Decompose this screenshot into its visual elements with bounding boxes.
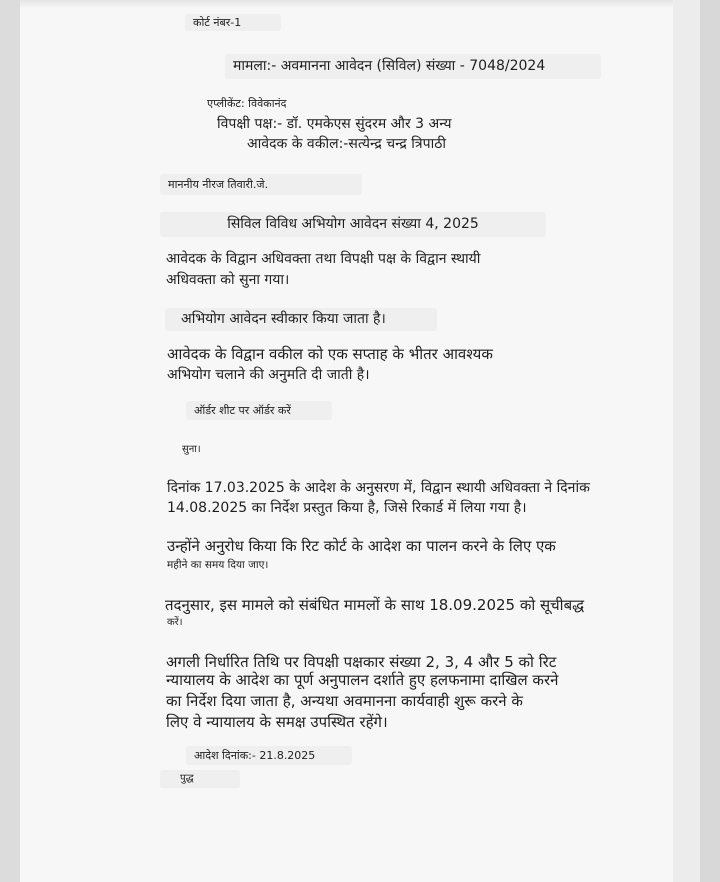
paragraph-line: 14.08.2025 का निर्देश प्रस्तुत किया है, जिसे रिकार्ड में लिया गया है। (167, 500, 527, 516)
page-margin-strip (673, 0, 700, 882)
applicant-line: एप्लीकेंट: विवेकानंद (207, 97, 287, 110)
heard-note: सुना। (182, 444, 201, 455)
opposite-party-line: विपक्षी पक्ष:- डॉ. एमकेएस सुंदरम और 3 अन्य (217, 116, 452, 132)
case-title: मामला:- अवमानना आवेदन (सिविल) संख्या - 7048/2024 (225, 54, 601, 79)
order-date: आदेश दिनांक:- 21.8.2025 (186, 746, 352, 765)
paragraph-line: महीने का समय दिया जाए। (167, 559, 269, 571)
paragraph-line: अगली निर्धारित तिथि पर विपक्षी पक्षकार संख्या 2, 3, 4 और 5 को रिट (166, 653, 557, 671)
application-title: सिविल विविध अभियोग आवेदन संख्या 4, 2025 (160, 212, 546, 237)
order-sheet-note: ऑर्डर शीट पर ऑर्डर करें (186, 401, 332, 420)
paragraph-line: आवेदक के विद्वान अधिवक्ता तथा विपक्षी पक्ष के विद्वान स्थायी (166, 251, 481, 267)
paragraph-line: उन्होंने अनुरोध किया कि रिट कोर्ट के आदेश का पालन करने के लिए एक (167, 537, 556, 555)
paragraph-line: न्यायालय के आदेश का पूर्ण अनुपालन दर्शाते हुए हलफनामा दाखिल करने (166, 671, 559, 689)
background-edge (700, 0, 720, 882)
page-top-shadow (20, 0, 673, 8)
court-number: कोर्ट नंबर-1 (185, 14, 281, 31)
paragraph-line: आवेदक के विद्वान वकील को एक सप्ताह के भीतर आवश्यक (167, 345, 493, 363)
paragraph-line: अधिवक्ता को सुना गया। (166, 272, 290, 288)
counsel-line: आवेदक के वकील:-सत्येन्द्र चन्द्र त्रिपाठी (247, 136, 446, 152)
paragraph-application-allowed: अभियोग आवेदन स्वीकार किया जाता है। (165, 308, 437, 331)
paragraph-line: करें। (167, 617, 183, 628)
paragraph-line: अभियोग चलाने की अनुमति दी जाती है। (167, 367, 370, 383)
judge-name: माननीय नीरज तिवारी.जे. (160, 174, 362, 195)
paragraph-line: लिए वे न्यायालय के समक्ष उपस्थित रहेंगे। (166, 713, 388, 731)
footer-mark: पुद्ध (160, 770, 240, 788)
paragraph-line: तदनुसार, इस मामले को संबंधित मामलों के साथ 18.09.2025 को सूचीबद्ध (165, 596, 585, 614)
paragraph-line: का निर्देश दिया जाता है, अन्यथा अवमानना कार्यवाही शुरू करने के (166, 692, 523, 710)
paragraph-line: दिनांक 17.03.2025 के आदेश के अनुसरण में, विद्वान स्थायी अधिवक्ता ने दिनांक (167, 480, 590, 496)
